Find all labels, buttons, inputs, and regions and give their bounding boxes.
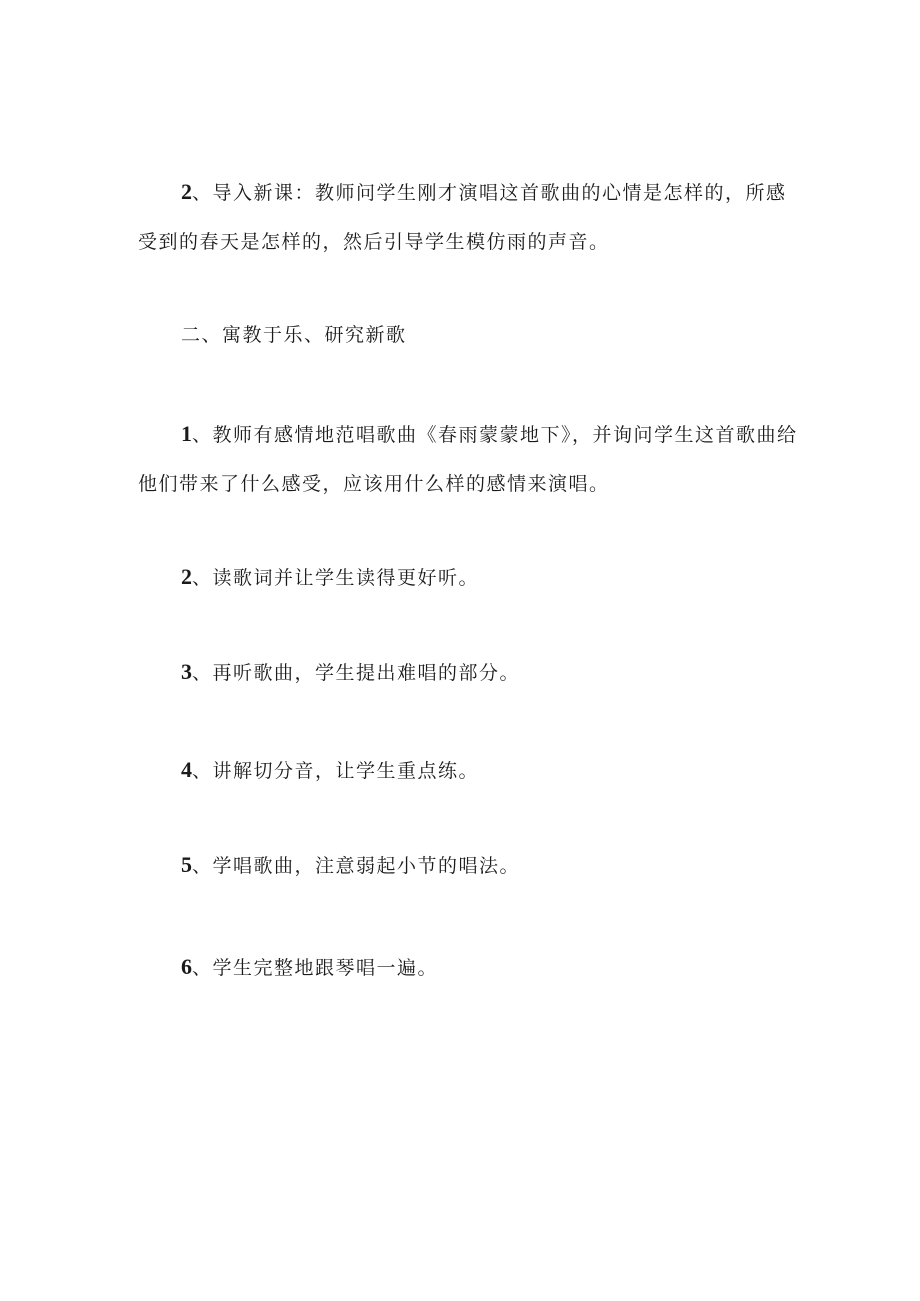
paragraph-learn-song: [138, 840, 798, 891]
paragraph-text: 、再听歌曲，学生提出难唱的部分。: [192, 662, 521, 684]
paragraph-teacher-sings: [138, 409, 798, 509]
paragraph-text: 、学生完整地跟琴唱一遍。: [192, 957, 439, 979]
item-number: 6: [181, 954, 192, 979]
item-number: 4: [181, 757, 192, 782]
paragraph-import-lesson: [138, 167, 798, 267]
paragraph-sing-with-piano: [138, 942, 798, 993]
item-number: 1: [181, 421, 192, 446]
paragraph-syncopation: [138, 745, 798, 796]
paragraph-text: 、读歌词并让学生读得更好听。: [192, 567, 480, 589]
paragraph-read-lyrics: [138, 552, 798, 603]
paragraph-text: 、学唱歌曲，注意弱起小节的唱法。: [192, 855, 521, 877]
section-heading: 二、寓教于乐、研究新歌: [181, 324, 407, 346]
paragraph-listen-again: [138, 647, 798, 698]
paragraph-text: 、讲解切分音，让学生重点练。: [192, 760, 480, 782]
item-number: 2: [181, 179, 192, 204]
item-number: 3: [181, 659, 192, 684]
item-number: 2: [181, 564, 192, 589]
paragraph-text: 、导入新课：教师问学生刚才演唱这首歌曲的心情是怎样的，所感受到的春天是怎样的，然后引导学生模仿雨的声音。: [138, 182, 787, 253]
item-number: 5: [181, 852, 192, 877]
paragraph-text: 、教师有感情地范唱歌曲《春雨蒙蒙地下》，并询问学生这首歌曲给他们带来了什么感受，应该用什么样的感情来演唱。: [138, 424, 798, 495]
